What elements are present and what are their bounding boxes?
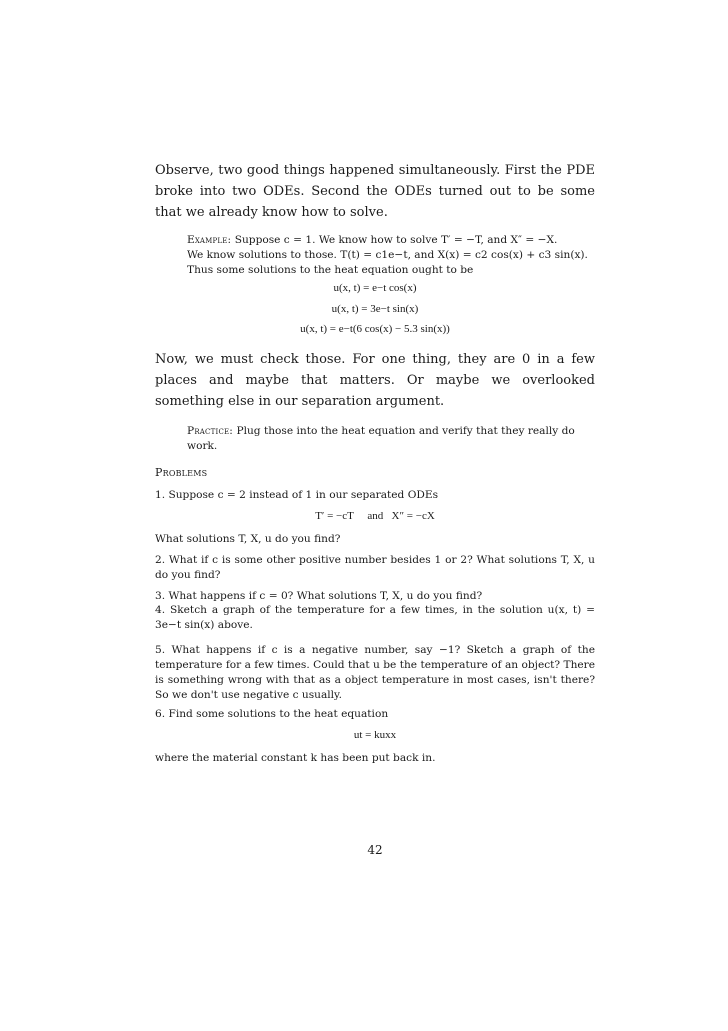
check-paragraph: Now, we must check those. For one thing, they are 0 in a few places and maybe that matters. Or maybe we overlooked something else in our separation argument. <box>155 352 595 409</box>
example-label: Example: <box>187 234 232 246</box>
example-line-1 <box>187 233 597 248</box>
example-line-2: We know solutions to those. T(t) = c1e−t, and X(x) = c2 cos(x) + c3 sin(x). <box>187 249 588 261</box>
problem-5: 5. What happens if c is a negative number, say −1? Sketch a graph of the temperature for a few times. Could that u be the temperature of an object? There is something wrong with that as a object temperature in most cases, isn't there? So we don't use negative c usually. <box>155 644 595 701</box>
problem-6: 6. Find some solutions to the heat equation <box>155 708 389 720</box>
page-number: 42 <box>367 843 383 857</box>
practice-label: Practice: <box>187 425 234 437</box>
problem-1: 1. Suppose c = 2 instead of 1 in our separated ODEs <box>155 489 439 501</box>
problem-2: 2. What if c is some other positive number besides 1 or 2? What solutions T, X, u do you find? <box>155 554 595 581</box>
problem-4: 4. Sketch a graph of the temperature for a few times, in the solution u(x, t) = 3e−t sin(x) above. <box>155 604 595 631</box>
problem-1-equation: T′ = −cT and X″ = −cX <box>315 510 435 522</box>
equation-1: u(x, t) = e−t cos(x) <box>333 282 417 294</box>
example-line-3: Thus some solutions to the heat equation ought to be <box>187 264 474 276</box>
problem-3: 3. What happens if c = 0? What solutions T, X, u do you find? <box>155 590 483 602</box>
example-block <box>187 233 597 278</box>
equation-3: u(x, t) = e−t(6 cos(x) − 5.3 sin(x)) <box>300 323 450 335</box>
equation-2: u(x, t) = 3e−t sin(x) <box>331 303 419 315</box>
intro-paragraph: Observe, two good things happened simultaneously. First the PDE broke into two ODEs. Second the ODEs turned out to be some that we already know how to solve. <box>155 163 595 220</box>
problems-heading: Problems <box>155 466 208 479</box>
example-line-1-text: Suppose c = 1. We know how to solve T′ = −T, and X″ = −X. <box>234 234 558 246</box>
problem-1-question: What solutions T, X, u do you find? <box>155 533 341 545</box>
problem-6-equation: ut = kuxx <box>353 729 397 741</box>
practice-text: Plug those into the heat equation and verify that they really do work. <box>187 425 575 452</box>
practice-block <box>187 424 597 454</box>
problem-6-note: where the material constant k has been put back in. <box>155 752 436 764</box>
